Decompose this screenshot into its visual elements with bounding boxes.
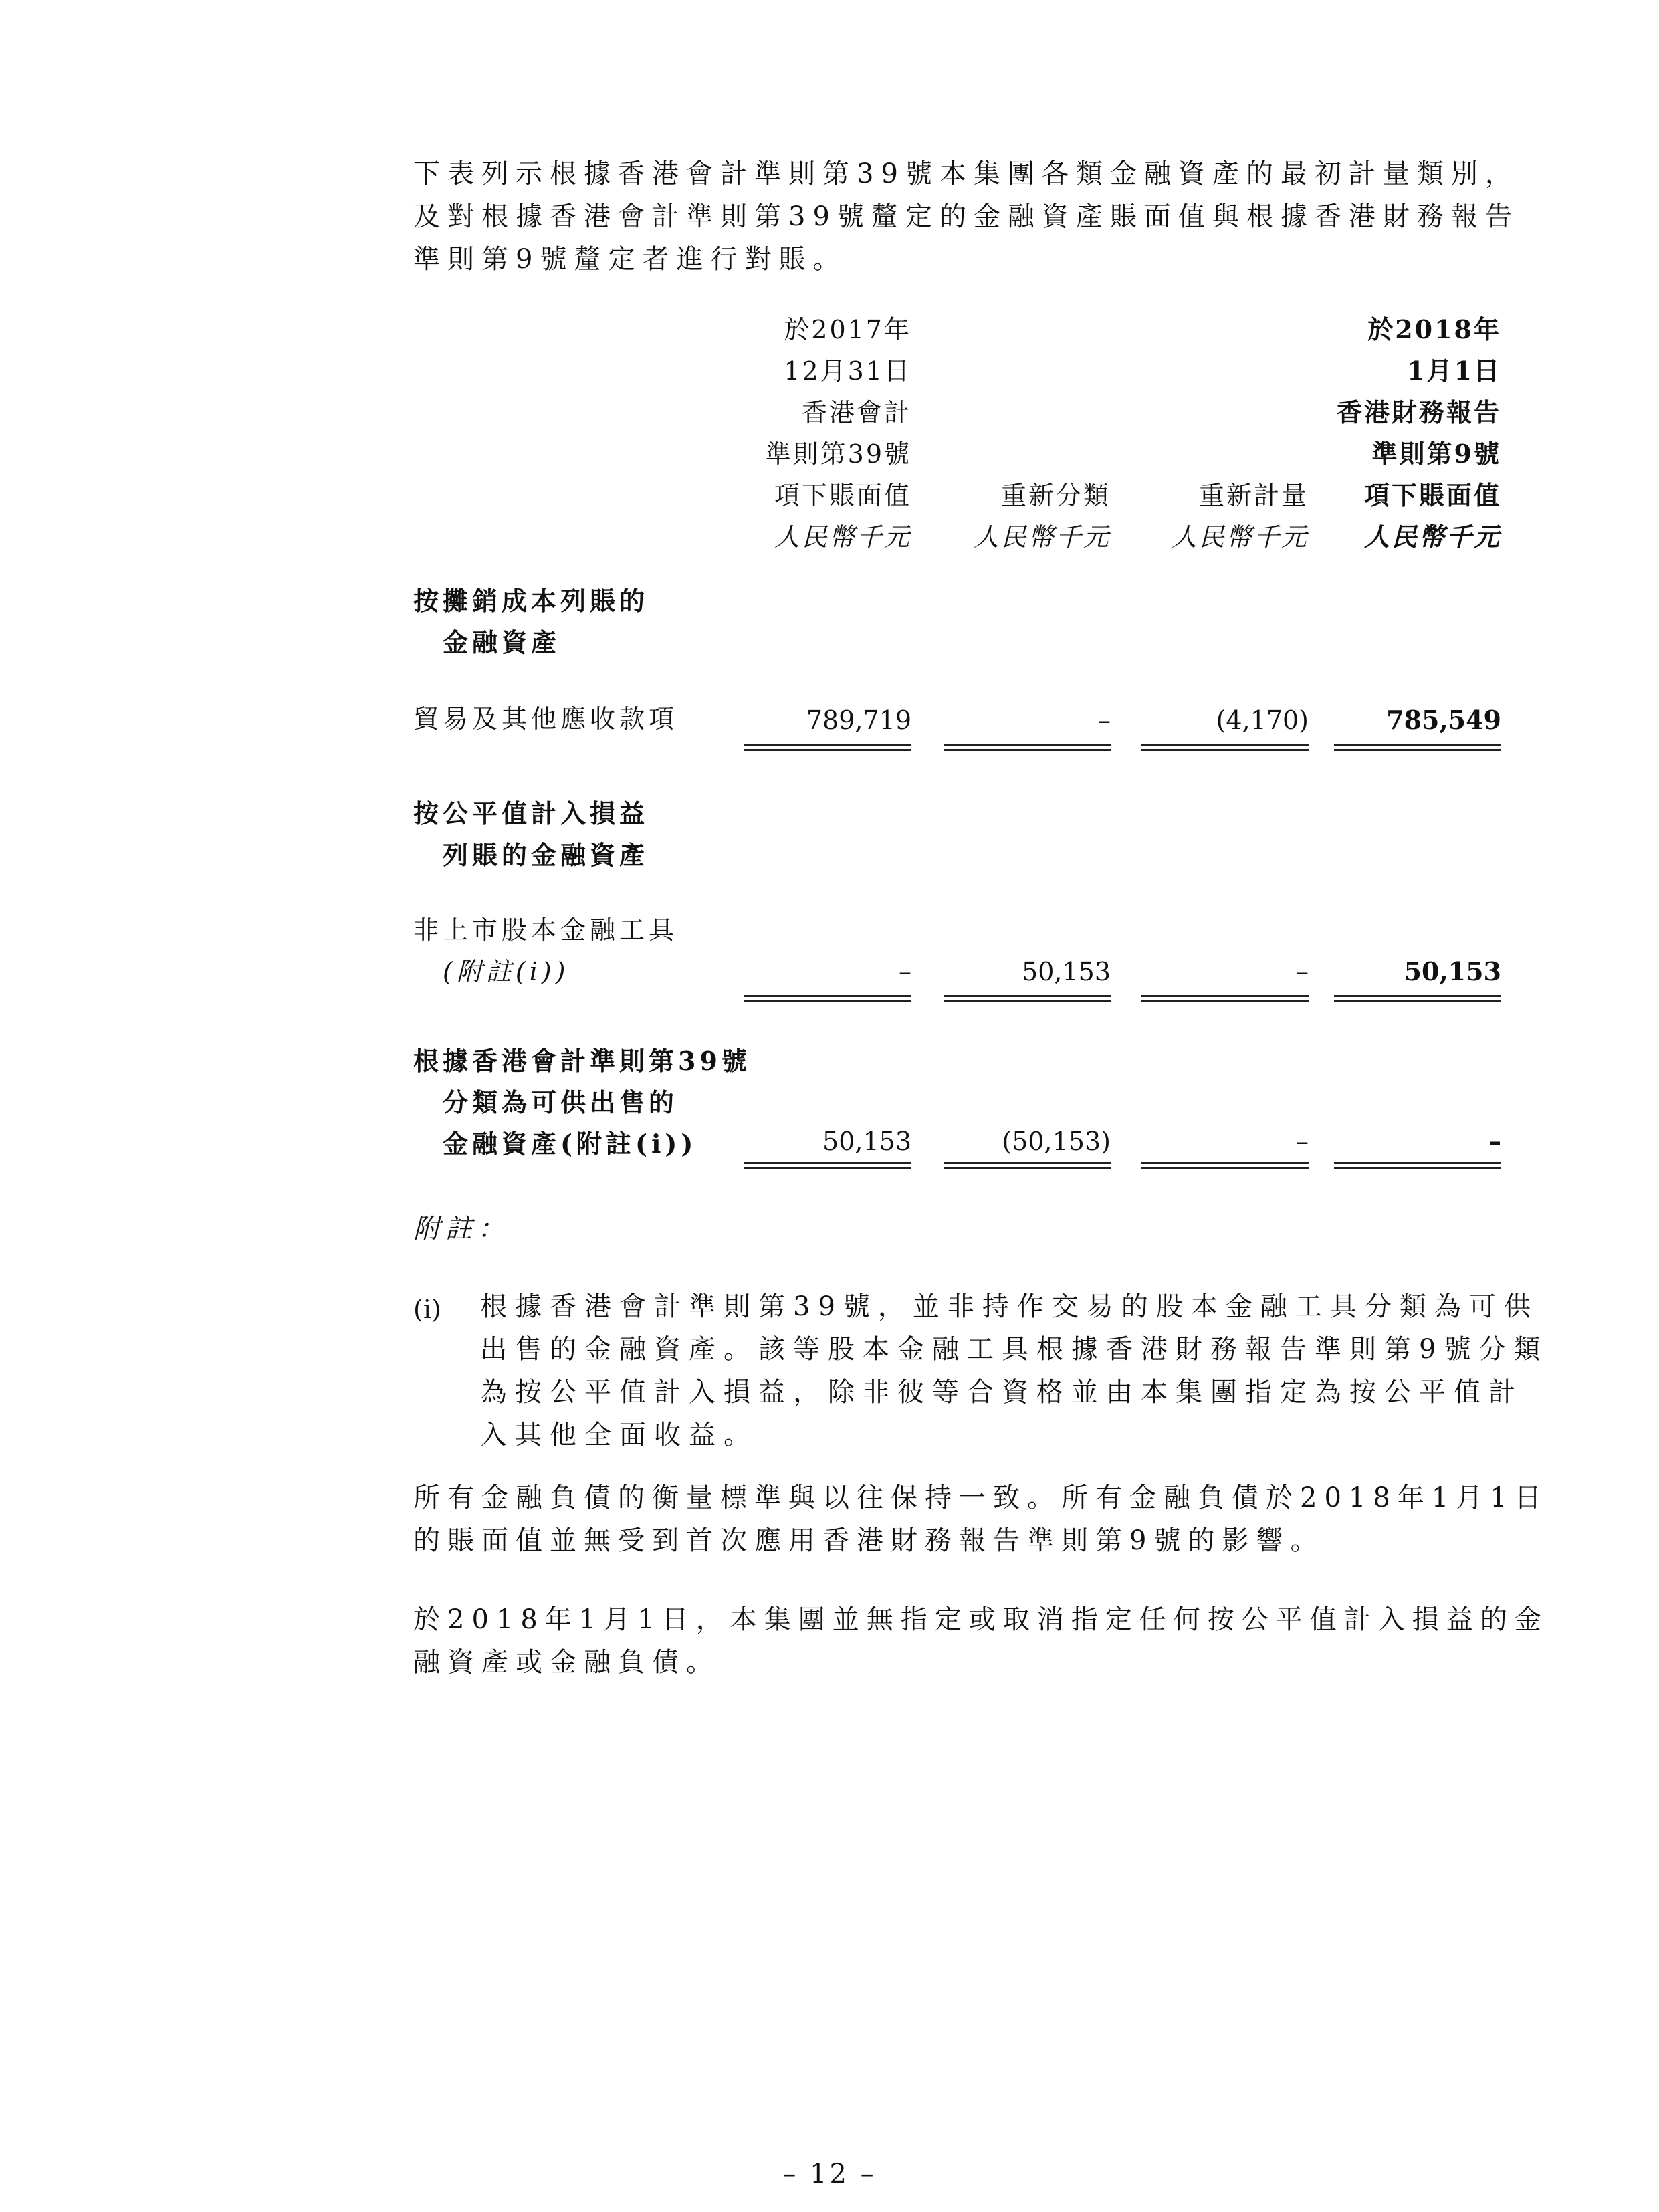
header-unit: 人民幣千元 [1363,522,1501,552]
double-underline [1334,995,1501,1002]
double-underline [744,995,911,1002]
header-line: 重新計量 [1198,481,1309,510]
intro-line: 及對根據香港會計準則第39號釐定的金融資產賬面值與根據香港財務報告 [413,201,1519,232]
designation-paragraph: 於2018年1月1日，本集團並無指定或取消指定任何按公平值計入損益的金 融資產或金融負債。 [413,1604,1549,1678]
header-line: 重新分類 [1000,481,1111,510]
column-header-remeasurement [1172,475,1309,558]
double-underline [944,1162,1111,1169]
column-header-reclassification [974,475,1111,558]
header-line: 項下賬面值 [1363,480,1501,510]
double-underline [944,744,1111,751]
header-unit: 人民幣千元 [973,522,1111,552]
table-cell: 789,719 [806,705,911,735]
double-underline [1334,744,1501,751]
table-cell: (4,170) [1216,705,1309,735]
table-cell: – [1488,1126,1501,1156]
double-underline [1141,1162,1309,1169]
header-line: 於2018年 [1367,314,1501,344]
header-line: 準則第39號 [765,439,911,469]
double-underline [1141,995,1309,1002]
intro-line: 準則第9號釐定者進行對賬。 [413,244,847,275]
column-header-hkas39 [766,309,911,558]
section-heading-amortised-cost: 按攤銷成本列賬的 金融資產 [413,586,649,657]
intro-line: 下表列示根據香港會計準則第39號本集團各類金融資產的最初計量類別， [413,158,1519,189]
section-heading-available-for-sale: 根據香港會計準則第39號 分類為可供出售的 金融資產(附註(i)) [413,1046,751,1159]
notes-title: 附註： [413,1214,510,1244]
table-cell: – [1296,957,1309,986]
intro-paragraph [413,152,1517,281]
double-underline [1334,1162,1501,1169]
table-cell: – [1098,705,1111,735]
header-line: 準則第9號 [1371,439,1501,469]
header-line: 香港財務報告 [1336,397,1501,427]
double-underline [744,744,911,751]
header-line: 1月1日 [1407,356,1501,386]
column-header-hkfrs9 [1337,309,1501,558]
row-label-unlisted-equity: 非上市股本金融工具 (附註(i)) [413,915,679,986]
header-line: 12月31日 [784,356,911,386]
note-number: (i) [413,1295,441,1324]
table-cell: 50,153 [1404,956,1501,986]
double-underline [744,1162,911,1169]
header-line: 項下賬面值 [774,481,911,510]
note-text: 根據香港會計準則第39號，並非持作交易的股本金融工具分類為可供 出售的金融資產。該等股本金融工具根據香港財務報告準則第9號分類 為按公平值計入損益，除非彼等合資格並由本集團指定為按公平值計 入其他全面收益。 [480,1291,1549,1450]
financial-liabilities-paragraph: 所有金融負債的衡量標準與以往保持一致。所有金融負債於2018年1月1日 的賬面值並無受到首次應用香港財務報告準則第9號的影響。 [413,1482,1549,1556]
header-line: 於2017年 [784,315,911,344]
table-cell: – [1296,1127,1309,1156]
row-label-trade-receivables: 貿易及其他應收款項 [413,704,679,734]
page-number: – 12 – [782,2159,877,2189]
table-cell: 785,549 [1386,705,1501,735]
table-cell: 50,153 [822,1127,911,1156]
table-cell: 50,153 [1022,957,1111,986]
section-heading-fvtpl: 按公平值計入損益 列賬的金融資產 [413,798,649,870]
header-unit: 人民幣千元 [774,522,911,552]
table-cell: (50,153) [1002,1127,1111,1156]
double-underline [1141,744,1309,751]
header-unit: 人民幣千元 [1171,522,1309,552]
table-cell: – [899,957,911,986]
header-line: 香港會計 [801,398,911,427]
double-underline [944,995,1111,1002]
